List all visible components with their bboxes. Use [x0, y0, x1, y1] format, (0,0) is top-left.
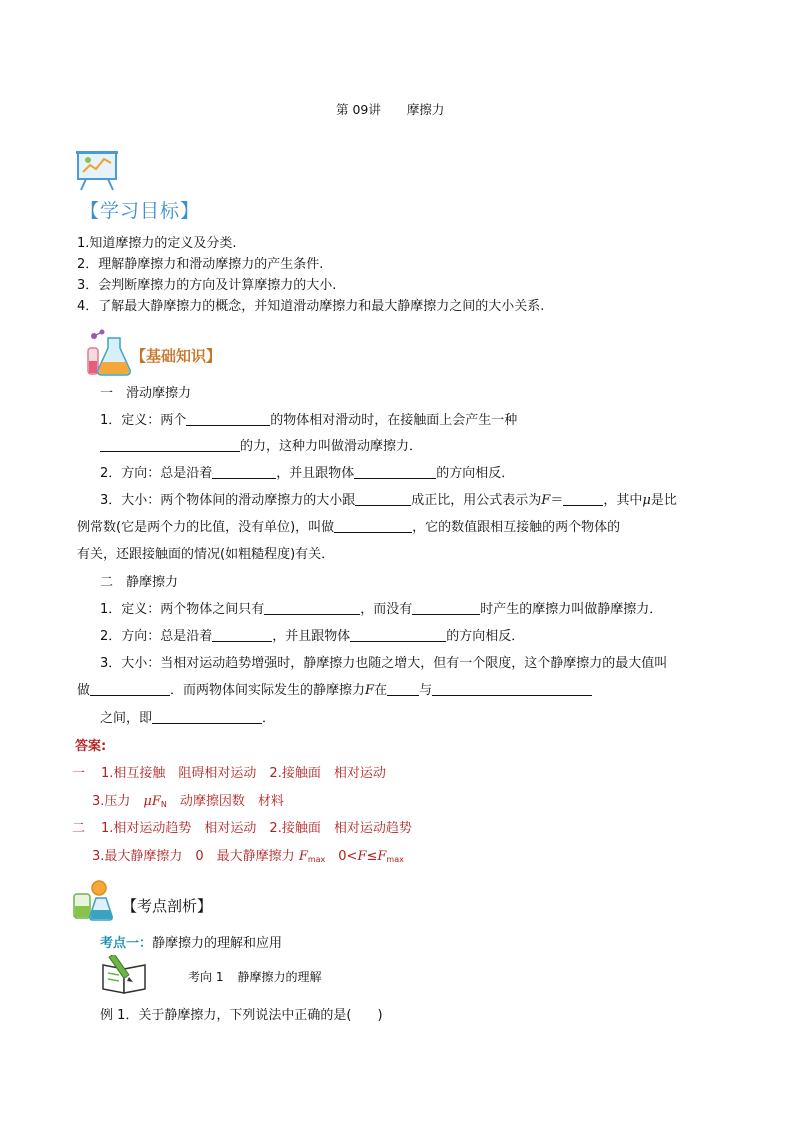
objective-item-1: 1.知道摩擦力的定义及分类. [77, 236, 237, 251]
fill-blank[interactable] [186, 412, 270, 426]
example-1-question: 例 1．关于静摩擦力，下列说法中正确的是( ) [100, 1008, 383, 1023]
formula-variable: F [357, 849, 367, 864]
fill-blank[interactable] [354, 465, 436, 479]
formula-symbol: ≤ [366, 849, 378, 864]
direction-label: 考向 1 [188, 970, 224, 984]
objective-item-2: 2．理解静摩擦力和滑动摩擦力的产生条件. [77, 257, 324, 272]
static-magnitude-line2 [77, 679, 592, 698]
direction-1 [188, 968, 321, 985]
text: 的方向相反． [436, 466, 515, 481]
text: ，并且跟物体 [272, 629, 351, 644]
text: ，它的数值跟相互接触的两个物体的 [412, 520, 621, 535]
sliding-friction-title: 一 滑动摩擦力 [100, 386, 192, 401]
book-pencil-icon [100, 955, 150, 995]
exam-heading: 【考点剖析】 [122, 897, 213, 915]
fill-blank[interactable] [432, 682, 592, 696]
answer-text: 3.最大静摩擦力 0 最大静摩擦力 [92, 849, 299, 864]
answer-text: 1.相对运动趋势 相对运动 2.接触面 相对运动趋势 [101, 821, 412, 836]
objective-item-4: 4．了解最大静摩擦力的概念，并知道滑动摩擦力和最大静摩擦力之间的大小关系. [77, 299, 545, 314]
fill-blank[interactable] [212, 465, 276, 479]
objective-item-3: 3．会判断摩擦力的方向及计算摩擦力的大小. [77, 278, 337, 293]
text: 2．方向：总是沿着 [100, 629, 213, 644]
text: 的物体相对滑动时，在接触面上会产生一种 [270, 413, 518, 428]
fill-blank[interactable] [264, 601, 360, 615]
answer-text: 1.相互接触 阻碍相对运动 2.接触面 相对运动 [101, 766, 386, 781]
formula-variable: μ [642, 493, 651, 508]
answer-row-4 [92, 845, 404, 864]
lecture-topic: 摩擦力 [406, 102, 445, 117]
formula-subscript: N [160, 800, 167, 809]
sliding-magnitude-line3: 有关，还跟接触面的情况(如粗糙程度)有关． [77, 547, 335, 562]
text: 做 [77, 683, 91, 698]
answer-row-2 [92, 790, 284, 809]
presentation-board-icon [74, 150, 122, 192]
key-point-1 [100, 932, 282, 951]
formula-subscript: max [386, 855, 404, 864]
formula-variable: μF [143, 794, 161, 809]
sliding-magnitude-line2 [77, 516, 620, 535]
static-definition-line [100, 598, 662, 617]
text: ＝ [550, 493, 564, 508]
fill-blank[interactable] [100, 438, 240, 452]
key-point-text: 静摩擦力的理解和应用 [152, 936, 283, 951]
answer-text: 动摩擦因数 材料 [166, 794, 284, 809]
answer-row-1 [72, 762, 386, 781]
sliding-definition-line1 [100, 409, 517, 428]
text: 之间，即 [100, 711, 153, 726]
fill-blank[interactable] [152, 710, 262, 724]
answers-label: 答案: [75, 739, 107, 754]
fill-blank[interactable] [90, 682, 170, 696]
text: 在 [374, 683, 388, 698]
fill-blank[interactable] [563, 492, 603, 506]
answer-text: 3.压力 [92, 794, 144, 809]
text: ．而两物体间实际发生的静摩擦力 [170, 683, 366, 698]
fill-blank[interactable] [355, 492, 411, 506]
text: 是比 [650, 493, 677, 508]
fill-blank[interactable] [387, 682, 419, 696]
text: 例常数(它是两个力的比值，没有单位)，叫做 [77, 520, 335, 535]
fill-blank[interactable] [212, 628, 272, 642]
static-friction-title: 二 静摩擦力 [100, 575, 179, 590]
beakers-icon [72, 878, 122, 922]
answer-text: 0< [325, 849, 358, 864]
text: 与 [419, 683, 433, 698]
text: ． [262, 711, 276, 726]
sliding-magnitude-line1 [100, 489, 677, 508]
text: 的力，这种力叫做滑动摩擦力． [240, 439, 423, 454]
text: 1．定义：两个物体之间只有 [100, 602, 265, 617]
formula-variable: F [377, 849, 387, 864]
static-magnitude-line3 [100, 707, 275, 726]
sliding-definition-line2 [100, 435, 422, 454]
text: ，而没有 [360, 602, 413, 617]
static-magnitude-line1: 3．大小：当相对运动趋势增强时，静摩擦力也随之增大，但有一个限度，这个静摩擦力的最大值叫 [100, 656, 668, 671]
page-title [336, 100, 444, 118]
text: 1．定义：两个 [100, 413, 187, 428]
formula-variable: F [541, 493, 551, 508]
text: 2．方向：总是沿着 [100, 466, 213, 481]
text: 时产生的摩擦力叫做静摩擦力． [480, 602, 663, 617]
text: 成正比，用公式表示为 [411, 493, 542, 508]
answer-row-3 [72, 817, 412, 836]
answer-number: 一 [72, 766, 86, 781]
formula-variable: F [365, 683, 375, 698]
text: 的方向相反． [446, 629, 525, 644]
fill-blank[interactable] [350, 628, 446, 642]
objectives-heading: 【学习目标】 [80, 200, 201, 222]
basics-heading: 【基础知识】 [131, 347, 222, 365]
direction-text: 静摩擦力的理解 [237, 970, 322, 984]
sliding-direction-line [100, 462, 514, 481]
key-point-label: 考点一： [100, 936, 153, 951]
flask-icon [84, 328, 134, 378]
text: 3．大小：两个物体间的滑动摩擦力的大小跟 [100, 493, 356, 508]
text: ，并且跟物体 [276, 466, 355, 481]
formula-variable: F [298, 849, 308, 864]
lecture-number: 第 09讲 [336, 102, 381, 117]
static-direction-line [100, 625, 524, 644]
answer-number: 二 [72, 821, 86, 836]
formula-subscript: max [307, 855, 326, 864]
text: ，其中 [603, 493, 643, 508]
fill-blank[interactable] [412, 601, 480, 615]
fill-blank[interactable] [334, 519, 412, 533]
